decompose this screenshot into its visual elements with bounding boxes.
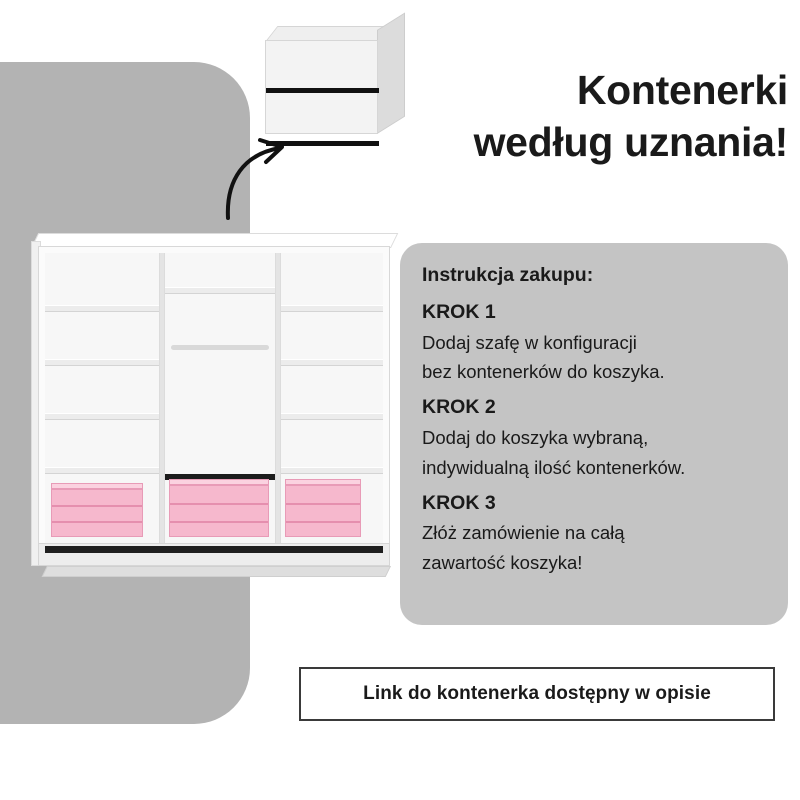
step-1-label: KROK 1 bbox=[422, 301, 496, 324]
pink-right-drawer-line-2 bbox=[286, 521, 360, 523]
wardrobe-illustration bbox=[31, 233, 403, 586]
shelf-right-1 bbox=[281, 305, 383, 312]
page-title bbox=[398, 64, 788, 169]
instructions-title: Instrukcja zakupu: bbox=[422, 264, 594, 286]
shelf-left-4 bbox=[45, 467, 159, 474]
wardrobe-divider-left bbox=[159, 253, 165, 543]
nightstand-drawer-gap-upper bbox=[266, 88, 379, 93]
instructions-panel bbox=[400, 243, 788, 625]
step-3-line-2: zawartość koszyka! bbox=[422, 551, 583, 573]
description-link-banner[interactable] bbox=[299, 667, 775, 721]
step-3-line-1: Złóż zamówienie na całą bbox=[422, 521, 625, 543]
shelf-right-3 bbox=[281, 413, 383, 420]
shelf-left-3 bbox=[45, 413, 159, 420]
pink-left-drawer-line-2 bbox=[52, 521, 142, 523]
shelf-middle-top bbox=[165, 287, 275, 294]
hanging-rail bbox=[171, 345, 269, 350]
headline-line-2: według uznania! bbox=[473, 119, 788, 166]
description-link-label: Link do kontenerka dostępny w opisie bbox=[363, 683, 711, 704]
step-2-label: KROK 2 bbox=[422, 396, 496, 419]
shelf-right-2 bbox=[281, 359, 383, 366]
pink-left-drawer-line-1 bbox=[52, 505, 142, 507]
pink-container-middle bbox=[169, 485, 269, 537]
wardrobe-base-shadow bbox=[45, 546, 383, 553]
wardrobe-interior bbox=[45, 253, 383, 543]
step-1-line-1: Dodaj szafę w konfiguracji bbox=[422, 331, 637, 353]
shelf-right-4 bbox=[281, 467, 383, 474]
headline-line-1: Kontenerki bbox=[576, 67, 788, 113]
step-2-line-2: indywidualną ilość kontenerków. bbox=[422, 456, 686, 478]
wardrobe-plinth bbox=[42, 566, 391, 577]
pink-mid-drawer-line-2 bbox=[170, 521, 268, 523]
shelf-left-2 bbox=[45, 359, 159, 366]
pink-right-drawer-line-1 bbox=[286, 503, 360, 505]
shelf-left-1 bbox=[45, 305, 159, 312]
step-1-line-2: bez kontenerków do koszyka. bbox=[422, 361, 665, 383]
pink-mid-drawer-line-1 bbox=[170, 503, 268, 505]
pink-container-left bbox=[51, 489, 143, 537]
nightstand-front bbox=[265, 40, 378, 134]
step-3-label: KROK 3 bbox=[422, 491, 496, 514]
pink-container-right bbox=[285, 485, 361, 537]
step-2-line-1: Dodaj do koszyka wybraną, bbox=[422, 426, 649, 448]
wardrobe-divider-right bbox=[275, 253, 281, 543]
curved-arrow-icon bbox=[222, 130, 292, 222]
